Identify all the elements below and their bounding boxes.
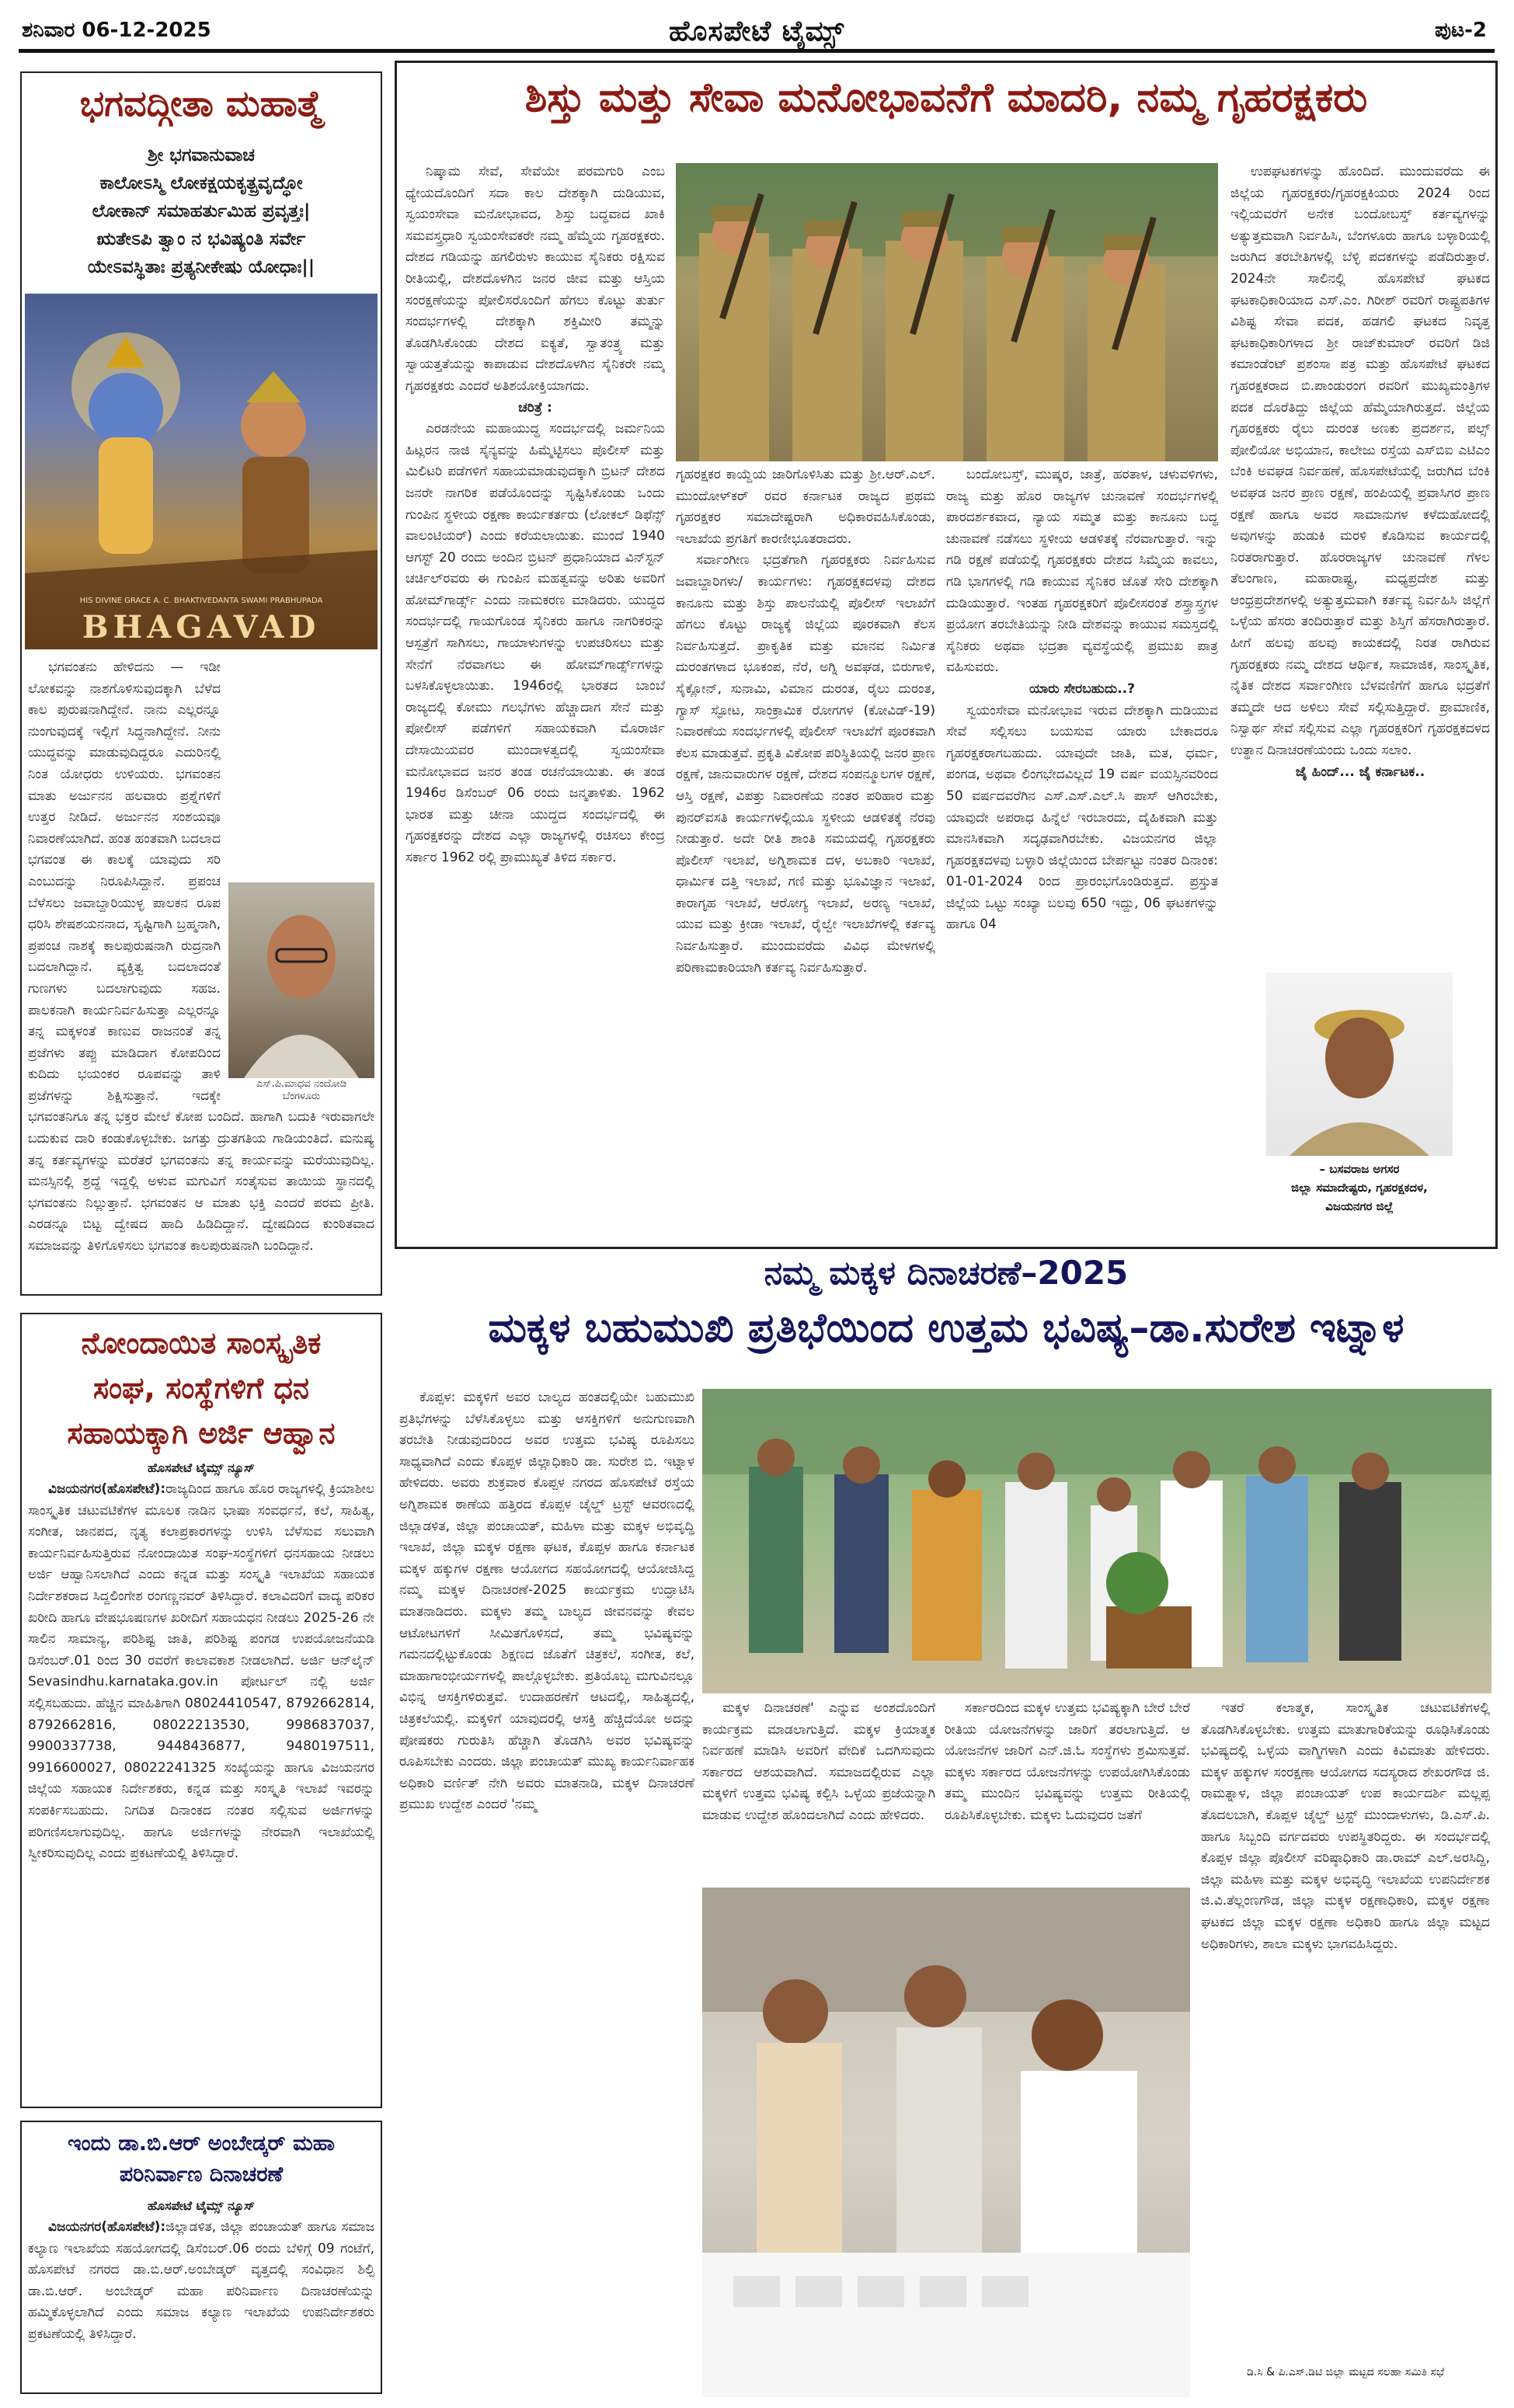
children-col-4: [1201, 1698, 1490, 2360]
guards-photo-caption: ಗೃಹರಕ್ಷಕರ ಕಾಯ್ದೆಯ ಜಾರಿಗೊಳಿಸಿತು ಮತ್ತು ಶ್ರೀ.ಆರ್.ಎಲ್. ಮುಂದೋಳ್‌ಕರ್ ರವರ ಕರ್ನಾಟಕ ರಾಜ್ಯದ ಪ್ರಥಮ ಗೃಹರಕ್ಷಕರ ಸಮಾದೇಷ್ಟರಾಗಿ ಅಧಿಕಾರವಹಿಸಿಕೊಂಡು, ಇಲಾಖೆಯ ಪ್ರಗತಿಗೆ ಕಾರಣೀಭೂತರಾದರು.: [676, 467, 935, 547]
guards-col-3-subhead: ಯಾರು ಸೇರಬಹುದು..?: [1029, 680, 1135, 697]
ambedkar-body: [28, 2217, 374, 2388]
cover-credit: HIS DIVINE GRACE A. C. BHAKTIVEDANTA SWAMI PRABHUPADA: [79, 597, 323, 605]
children-col-1: [399, 1387, 694, 2397]
guards-col-4-sign: ಜೈ ಹಿಂದ್... ಜೈ ಕರ್ನಾಟಕ..: [1295, 764, 1425, 780]
masthead: [19, 11, 1495, 53]
officer-title: ಜಿಲ್ಲಾ ಸಮಾದೇಷ್ಟರು, ಗೃಹರಕ್ಷಕದಳ,: [1291, 1181, 1428, 1195]
children-col-2-text: ಮಕ್ಕಳ ದಿನಾಚರಣೆ' ಎನ್ನುವ ಅಂಶದೊಂದಿಗೆ ಕಾರ್ಯಕ್ರಮ ಮಾಡಲಾಗುತ್ತಿದೆ. ಮಕ್ಕಳ ಕ್ರಿಯಾತ್ಮಕ ನಿರ್ವಹಣೆ ಮಾಡಿಸಿ ಅವರಿಗೆ ವೇದಿಕೆ ಒದಗಿಸುವುದು ಸರ್ಕಾರದ ಆಶಯವಾಗಿದೆ. ಸಮಾಜದಲ್ಲಿರುವ ಎಲ್ಲಾ ಮಕ್ಕಳಿಗೆ ಉತ್ತಮ ಭವಿಷ್ಯ ಕಲ್ಪಿಸಿ ಒಳ್ಳೆಯ ಪ್ರಜೆಯನ್ನಾಗಿ ಮಾಡುವ ಉದ್ದೇಶ ಹೊಂದಲಾಗಿದೆ ಎಂದು ಹೇಳಿದರು.: [702, 1700, 935, 1823]
children-col-3: [945, 1698, 1190, 1877]
meeting-illustration: [702, 1888, 1190, 2397]
guards-col-1-text: ನಿಷ್ಕಾಮ ಸೇವೆ, ಸೇವೆಯೇ ಪರಮಗುರಿ ಎಂಬ ಧ್ಯೇಯದೊಂದಿಗೆ ಸದಾ ಕಾಲ ದೇಶಕ್ಕಾಗಿ ದುಡಿಯುವ, ಸ್ವಯಂಸೇವಾ ಮನೋಭಾವದ, ಶಿಸ್ತು ಬದ್ಧವಾದ ಖಾಕಿ ಸಮವಸ್ತ್ರಧಾರಿ ಸ್ವಯಂಸೇವಕರೇ ನಮ್ಮ ಹೆಮ್ಮೆಯ ಗೃಹರಕ್ಷಕರು. ದೇಶದ ಗಡಿಯನ್ನು ಹಗಲಿರುಳು ಕಾಯುವ ಸೈನಿಕರು ರಕ್ಷಿಸುವ ರೀತಿಯಲ್ಲಿ, ದೇಶದೊಳಗಿನ ಜನರ ಜೀವ ಮತ್ತು ಆಸ್ತಿಯ ಸಂರಕ್ಷಣೆಯನ್ನು ಪೋಲಿಸರೊಂದಿಗೆ ಹೆಗಲು ಕೊಟ್ಟು ತುರ್ತು ಸಂದರ್ಭಗಳಲ್ಲಿ ದೇಶಕ್ಕಾಗಿ ಶಕ್ತಿಮೀರಿ ತಮ್ಮನ್ನು ತೊಡಗಿಸಿಕೊಂಡು ದೇಶದ ಐಕ್ಯತೆ, ಸ್ವಾತಂತ್ರ್ಯ ಮತ್ತು ಸ್ವಾಯತ್ತತೆಯನ್ನು ಕಾಪಾಡುವ ದೇಶದೊಳಗಿನ ಸೈನಿಕರೇ ನಮ್ಮ ಗೃಹರಕ್ಷಕರು ಎಂದರೆ ಅತಿಶಯೋಕ್ತಿಯಾಗದು.: [405, 164, 665, 394]
newspaper-title: ಹೊಸಪೇಟೆ ಟೈಮ್ಸ್: [668, 16, 845, 47]
author-photo-box: [228, 882, 374, 1100]
grants-headline: [23, 1321, 379, 1456]
childrens-day-group-photo: [702, 1389, 1491, 1693]
grants-body: [28, 1479, 374, 2102]
home-guards-parade-photo: [676, 163, 1218, 461]
officer-place: ವಿಜಯನಗರ ಜಿಲ್ಲೆ: [1325, 1199, 1394, 1213]
shloka-line: ಲೋಕಾನ್ ಸಮಾಹರ್ತುಮಿಹ ಪ್ರವೃತ್ತಃ|: [92, 201, 311, 221]
cover-title: BHAGAVAD: [82, 609, 321, 645]
shloka-line: ಋತೇಽಪಿ ತ್ವಾಂ ನ ಭವಿಷ್ಯಂತಿ ಸರ್ವೇ: [96, 229, 306, 249]
guards-col-3-text: ಬಂದೋಬಸ್ತ್, ಮುಷ್ಕರ, ಜಾತ್ರೆ, ಹರತಾಳ, ಚಳುವಳಿಗಳು, ರಾಜ್ಯ ಮತ್ತು ಹೊರ ರಾಜ್ಯಗಳ ಚುನಾವಣೆ ಸಂದರ್ಭಗಳಲ್ಲಿ ಪಾರದರ್ಶಕವಾದ, ನ್ಯಾಯ ಸಮ್ಮತ ಮತ್ತು ಕಾನೂನು ಬದ್ಧ ಚುನಾವಣೆ ನಡೆಸಲು ಸ್ಥಳೀಯ ಆಡಳಿತಕ್ಕೆ ನೆರವಾಗುತ್ತಾರೆ. ಇನ್ನು ಗಡಿ ರಕ್ಷಣೆ ಪಡೆಯಲ್ಲಿ ಗೃಹರಕ್ಷಕರು ದೇಶದ ಸಿಮ್ಮೆಯ ಕಾವಲು, ಗಡಿ ಭಾಗಗಳಲ್ಲಿ ಗಡಿ ಕಾಯುವ ಸೈನಿಕರ ಜೊತೆ ಸೇರಿ ದೇಶಕ್ಕಾಗಿ ದುಡಿಯುತ್ತಾರೆ. ಇಂತಹ ಗೃಹರಕ್ಷಕರಿಗೆ ಪೊಲೀಸರಂತೆ ಶಸ್ತ್ರಾಸ್ತ್ರಗಳ ಪ್ರಯೋಗ ತರಬೇತಿಯನ್ನು ನೀಡಿ ದೇಶವನ್ನು ಕಾಯುವ ಸಮಸ್ತದಲ್ಲಿ ಸೈನಿಕರು ಅಥವಾ ಭದ್ರತಾ ವ್ಯವಸ್ಥೆಯಲ್ಲಿ ಪ್ರಮುಖ ಪಾತ್ರ ವಹಿಸುವರು.: [946, 467, 1218, 676]
bhagavad-gita-cover-image: [25, 294, 378, 649]
children-headline: ಮಕ್ಕಳ ಬಹುಮುಖಿ ಪ್ರತಿಭೆಯಿಂದ ಉತ್ತಮ ಭವಿಷ್ಯ–ಡಾ.ಸುರೇಶ ಇಟ್ನಾಳ: [488, 1305, 1404, 1352]
children-col-2: [702, 1698, 935, 1877]
guards-col-1: [405, 162, 665, 1241]
children-photo-credit: ಡಿ.ಸಿ & ಪಿ.ಎಸ್.ಡಿಟಿ ಜಿಲ್ಲಾ ಮಟ್ಟದ ಸಲಹಾ ಸಮಿತಿ ಸಭೆ: [1246, 2366, 1445, 2378]
guards-col-1-subhead: ಚರಿತ್ರೆ :: [518, 399, 552, 416]
children-col-4-text: ಇತರೆ ಕಲಾತ್ಮಕ, ಸಾಂಸ್ಕೃತಿಕ ಚಟುವಟಿಕೆಗಳಲ್ಲಿ ತೊಡಗಿಸಿಕೊಳ್ಳಬೇಕು. ಉತ್ತಮ ಮಾತುಗಾರಿಕೆಯನ್ನು ರೂಢಿಸಿಕೊಂಡು ಭವಿಷ್ಯದಲ್ಲಿ ಒಳ್ಳೆಯ ವಾಗ್ಮಿಗಳಾಗಿ ಎಂದು ಕಿವಿಮಾತು ಹೇಳಿದರು. ಮಕ್ಕಳ ಹಕ್ಕುಗಳ ಸಂರಕ್ಷಣಾ ಆಯೋಗದ ಸದಸ್ಯರಾದ ಶೇಖರಗೌಡ ಜಿ. ರಾಮತ್ನಾಳ, ಜಿಲ್ಲಾ ಪಂಚಾಯತ್ ಉಪ ಕಾರ್ಯದರ್ಶಿ ಮಲ್ಲಪ್ಪ ತೊದಲಬಾಗಿ, ಕೊಪ್ಪಳ ಚೈಲ್ಡ್ ಟ್ರಸ್ಟ್ ಮುಂದಾಳುಗಳು, ಡಿ.ಎಸ್.ಪಿ. ಹಾಗೂ ಸಿಬ್ಬಂದಿ ವರ್ಗದವರು ಉಪಸ್ಥಿತರಿದ್ದರು. ಈ ಸಂದರ್ಭದಲ್ಲಿ ಕೊಪ್ಪಳ ಜಿಲ್ಲಾ ಪೊಲೀಸ್ ವರಿಷ್ಠಾಧಿಕಾರಿ ಡಾ.ರಾಮ್ ಎಲ್.ಅರಸಿದ್ದಿ, ಜಿಲ್ಲಾ ಮಹಿಳಾ ಮತ್ತು ಮಕ್ಕಳ ಅಭಿವೃದ್ಧಿ ಇಲಾಖೆಯ ಉಪನಿರ್ದೇಶಕ ಜಿ.ವಿ.ತೆಲ್ಲಂಣಗೌಡ, ಜಿಲ್ಲಾ ಮಕ್ಕಳ ರಕ್ಷಣಾಧಿಕಾರಿ, ಮಕ್ಕಳ ರಕ್ಷಣಾ ಘಟಕದ ಜಿಲ್ಲಾ ಮಕ್ಕಳ ರಕ್ಷಣಾ ಅಧಿಕಾರಿ ಹಾಗೂ ಜಿಲ್ಲಾ ಮಟ್ಟದ ಅಧಿಕಾರಿಗಳು, ಶಾಲಾ ಮಕ್ಕಳು ಭಾಗವಹಿಸಿದ್ದರು.: [1201, 1700, 1490, 1952]
page-number: ಪುಟ-2: [1434, 19, 1487, 42]
gita-body-text: ಭಗವಂತನು ಹೇಳಿದನು — ಇಡೀ ಲೋಕವನ್ನು ನಾಶಗೊಳಿಸುವುದಕ್ಕಾಗಿ ಬೆಳೆದ ಕಾಲ ಪುರುಷನಾಗಿದ್ದೇನೆ. ನಾನು ಎಲ್ಲರನ್ನೂ ನುಂಗುವುದಕ್ಕೆ ಇಲ್ಲಿಗೆ ಸಿದ್ದನಾಗಿದ್ದೇನೆ. ನೀನು ಯುದ್ಧವನ್ನು ಮಾಡುವುದಿದ್ದರೂ ಎದುರಿನಲ್ಲಿ ನಿಂತ ಯೋಧರು ಉಳಿಯರು. ಭಗವಂತನ ಮಾತು ಅರ್ಜುನನ ಹಲವಾರು ಪ್ರಶ್ನೆಗಳಿಗೆ ಉತ್ತರ ನೀಡಿದೆ. ಅರ್ಜುನನ ಸಂಶಯವೂ ನಿವಾರಣೆಯಾಗಿದೆ. ಹಂತ ಹಂತವಾಗಿ ಬದಲಾದ ಭಗವಂತ ಈ ಕಾಲಕ್ಕೆ ಯಾವುದು ಸರಿ ಎಂಬುದನ್ನು ನಿರೂಪಿಸಿದ್ದಾನೆ. ಪ್ರಪಂಚ ಬೆಳೆಸಲು ಜವಾಬ್ದಾರಿಯುಳ್ಳ ಪಾಲಕನ ರೂಪ ಧರಿಸಿ ಶೇಷಶಯನನಾದ, ಸೃಷ್ಟಿಗಾಗಿ ಬ್ರಹ್ಮನಾಗಿ, ಪ್ರಪಂಚ ನಾಶಕ್ಕೆ ಕಾಲಪುರುಷನಾಗಿ ರುದ್ರನಾಗಿ ಬದಲಾಗಿದ್ದಾನೆ. ವ್ಯಕ್ತಿತ್ವ ಬದಲಾದಂತೆ ಗುಣಗಳು ಬದಲಾಗುವುದು ಸಹಜ. ಪಾಲಕನಾಗಿ ಕಾರ್ಯನಿರ್ವಹಿಸುತ್ತಾ ಎಲ್ಲರನ್ನೂ ತನ್ನ ಮಕ್ಕಳಂತೆ ಕಾಣುವ ರಾಜನಂತೆ ತನ್ನ ಪ್ರಜೆಗಳು ತಪ್ಪು ಮಾಡಿದಾಗ ಕೋಪದಿಂದ ಕುದಿದು ಭಯಂಕರ ರೂಪವನ್ನು ತಾಳಿ ಪ್ರಜೆಗಳನ್ನು ಶಿಕ್ಷಿಸುತ್ತಾನೆ. ಇದಕ್ಕೇ ಭಗವಂತನಿಗೂ ತನ್ನ ಭಕ್ತರ ಮೇಲೆ ಕೋಪ ಬಂದಿದೆ. ಹಾಗಾಗಿ ಬದುಕಿ ಇರುವಾಗಲೇ ಬದುಕುವ ದಾರಿ ಕಂಡುಕೊಳ್ಳಬೇಕು. ಜಗತ್ತು ದ್ರುತಗತಿಯ ಗಾಡಿಯಂತಿದೆ. ಮನುಷ್ಯ ತನ್ನ ಕರ್ತವ್ಯಗಳನ್ನು ಮರೆತರೆ ಭಗವಂತನು ತನ್ನ ಕಾರ್ಯವನ್ನು ಮರೆಯುವುದಿಲ್ಲ. ಮನಸ್ಸಿನಲ್ಲಿ ಶ್ರದ್ಧೆ ಇದ್ದಲ್ಲಿ ಅಳುವ ಮಗುವಿಗೆ ಸಂತೈಸುವ ತಾಯಿಯ ಸ್ಥಾನದಲ್ಲಿ ಭಗವಂತನು ನಿಲ್ಲುತ್ತಾನೆ. ಭಗವಂತನ ಆ ಮಾತು ಭಕ್ತಿ ಎಂದರೆ ಪರಮ ಪ್ರೀತಿ. ಎರಡನ್ನೂ ಬಿಟ್ಟ ದ್ವೇಷದ ಹಾದಿ ಹಿಡಿದಿದ್ದಾನೆ. ದ್ವೇಷದಿಂದ ಕುಂಠಿತವಾದ ಸಮಾಜವನ್ನು ತಿಳಿಗೊಳಿಸಲು ಭಗವಂತ ಕಾಲಪುರುಷನಾಗಿ ಬಂದಿದ್ದಾನೆ.: [28, 659, 374, 1254]
guards-col-4: [1230, 162, 1490, 962]
grants-body-text: ರಾಜ್ಯದಿಂದ ಹಾಗೂ ಹೊರ ರಾಜ್ಯಗಳಲ್ಲಿ ಕ್ರಿಯಾಶೀಲ ಸಾಂಸ್ಕೃತಿಕ ಚಟುವಟಿಕೆಗಳ ಮೂಲಕ ನಾಡಿನ ಭಾಷಾ ಸಂವರ್ಧನೆ, ಕಲೆ, ಸಾಹಿತ್ಯ, ಸಂಗೀತ, ಜಾನಪದ, ನೃತ್ಯ ಕಲಾಪ್ರಕಾರಗಳನ್ನು ಉಳಿಸಿ ಬೆಳೆಸುವ ಸಲುವಾಗಿ ಕಾರ್ಯನಿರ್ವಹಿಸುತ್ತಿರುವ ನೋಂದಾಯಿತ ಸಂಘ-ಸಂಸ್ಥೆಗಳಿಗೆ ಧನಸಹಾಯ ನೀಡಲು ಅರ್ಜಿ ಆಹ್ವಾನಿಸಲಾಗಿದೆ ಎಂದು ಕನ್ನಡ ಮತ್ತು ಸಂಸ್ಕೃತಿ ಇಲಾಖೆಯ ಸಹಾಯಕ ನಿರ್ದೇಶಕರಾದ ಸಿದ್ದಲಿಂಗೇಶ ರಂಗಣ್ಣನವರ್ ತಿಳಿಸಿದ್ದಾರೆ. ಕಲಾವಿದರಿಗೆ ವಾದ್ಯ ಪರಿಕರ ಖರೀದಿ ಹಾಗೂ ವೇಷಭೂಷಣಗಳ ಖರೀದಿಗೆ ಸಹಾಯಧನ ನೀಡಲು 2025-26 ನೇ ಸಾಲಿನ ಸಾಮಾನ್ಯ, ಪರಿಶಿಷ್ಟ ಜಾತಿ, ಪರಿಶಿಷ್ಟ ಪಂಗಡ ಉಪಯೋಜನೆಯಡಿ ಡಿಸೆಂಬರ್.01 ರಿಂದ 30 ರವರೆಗೆ ಕಾಲಾವಕಾಶ ನೀಡಲಾಗಿದೆ. ಅರ್ಜಿ ಆನ್‌ಲೈನ್ Sevasindhu.karnataka.gov.in ಪೋರ್ಟಲ್ ನಲ್ಲಿ ಅರ್ಜಿ ಸಲ್ಲಿಸಬಹುದು. ಹೆಚ್ಚಿನ ಮಾಹಿತಿಗಾಗಿ 08024410547, 8792662814, 8792662816, 08022213530, 9986837037, 9900337738, 9448436877, 9480197511, 9916600027, 08022241325 ಸಂಖ್ಯೆಯನ್ನು ಹಾಗೂ ವಿಜಯನಗರ ಜಿಲ್ಲೆಯ ಸಹಾಯಕ ನಿರ್ದೇಶಕರು, ಕನ್ನಡ ಮತ್ತು ಸಂಸ್ಕೃತಿ ಇಲಾಖೆ ಇವರನ್ನು ಸಂಪರ್ಕಿಸಬಹುದು. ನಿಗದಿತ ದಿನಾಂಕದ ನಂತರ ಸಲ್ಲಿಸುವ ಅರ್ಜಿಗಳನ್ನು ಪರಿಗಣಿಸಲಾಗುವುದಿಲ್ಲ. ಹಾಗೂ ಅರ್ಜಿಗಳನ್ನು ನೇರವಾಗಿ ಇಲಾಖೆಯಲ್ಲಿ ಸ್ವೀಕರಿಸುವುದಿಲ್ಲ ಎಂದು ಪ್ರಕಟಣೆಯಲ್ಲಿ ತಿಳಿಸಿದ್ದಾರೆ.: [28, 1481, 374, 1862]
ambedkar-dateline: ವಿಜಯನಗರ(ಹೊಸಪೇಟೆ):: [48, 2219, 166, 2235]
author-photo: [228, 882, 374, 1078]
guards-col-2: [676, 465, 935, 1241]
shloka-line: ಕಾಲೋಽಸ್ಮಿ ಲೋಕಕ್ಷಯಕೃತ್ಪ್ರವೃದ್ಧೋ: [99, 173, 303, 193]
gita-shloka: [23, 141, 379, 281]
guards-headline: ಶಿಸ್ತು ಮತ್ತು ಸೇವಾ ಮನೋಭಾವನೆಗೆ ಮಾದರಿ, ನಮ್ಮ ಗೃಹರಕ್ಷಕರು: [524, 75, 1368, 121]
children-col-3-text: ಸರ್ಕಾರದಿಂದ ಮಕ್ಕಳ ಉತ್ತಮ ಭವಿಷ್ಯಕ್ಕಾಗಿ ಬೇರೆ ಬೇರೆ ರೀತಿಯ ಯೋಜನೆಗಳನ್ನು ಜಾರಿಗೆ ತರಲಾಗುತ್ತಿದೆ. ಆ ಯೋಜನೆಗಳ ಜಾರಿಗೆ ಎನ್.ಜಿ.ಓ ಸಂಸ್ಥೆಗಳು ಶ್ರಮಿಸುತ್ತವೆ. ಮಕ್ಕಳು ಸರ್ಕಾರದ ಯೋಜನೆಗಳನ್ನು ಉಪಯೋಗಿಸಿಕೊಂಡು ತಮ್ಮ ಮುಂದಿನ ಭವಿಷ್ಯವನ್ನು ಉತ್ತಮ ರೀತಿಯಲ್ಲಿ ರೂಪಿಸಿಕೊಳ್ಳಬೇಕು. ಮಕ್ಕಳು ಓದುವುದರ ಜತೆಗೆ: [945, 1700, 1190, 1823]
guards-col-3: [946, 465, 1218, 1241]
shloka-line: ಯೇಽವಸ್ಥಿತಾಃ ಪ್ರತ್ಯನೀಕೇಷು ಯೋಧಾಃ||: [87, 257, 315, 277]
grants-byline: ಹೊಸಪೇಟೆ ಟೈಮ್ಸ್ ನ್ಯೂಸ್: [148, 1460, 255, 1475]
author-name: ಎಸ್.ಪಿ.ಮಾಧವ ನಂದೋಡಿ: [256, 1078, 347, 1090]
guards-col-1b-text: ಎರಡನೇಯ ಮಹಾಯುದ್ಧ ಸಂದರ್ಭದಲ್ಲಿ ಜರ್ಮನಿಯ ಹಿಟ್ಲರನ ನಾಜಿ ಸೈನ್ಯವನ್ನು ಹಿಮ್ಮೆಟ್ಟಿಸಲು ಪೊಲೀಸ್ ಮತ್ತು ಮಿಲಿಟರಿ ಪಡೆಗಳಿಗೆ ಸಹಾಯಮಾಡುವುದಕ್ಕಾಗಿ ಬ್ರಿಟನ್ ದೇಶದ ಜನರೇ ನಾಗರಿಕ ಪಡೆಯೊಂದನ್ನು ಸೃಷ್ಟಿಸಿಕೊಂಡು ಒಂದು ಗುಂಪಿನ ಸ್ಥಳೀಯ ರಕ್ಷಣಾ ಕಾರ್ಯಕರ್ತರು (ಲೋಕಲ್ ಡಿಫೆನ್ಸ್ ವಾಲಂಟಿಯರ್) ಎಂದು ಕರೆಯಲಾಯಿತು. ಮುಂದೆ 1940 ಆಗಸ್ಟ್ 20 ರಂದು ಅಂದಿನ ಬ್ರಿಟನ್ ಪ್ರಧಾನಿಯಾದ ವಿನ್‌ಸ್ಟನ್ ಚರ್ಚಿಲ್‌ರವರು ಈ ಗುಂಪಿನ ಮಹತ್ವವನ್ನು ಅರಿತು ಅವರಿಗೆ ಹೋಮ್‌ಗಾರ್ಡ್ಸ್ ಎಂದು ನಾಮಕರಣ ಮಾಡಿದರು. ಯುದ್ಧದ ಸಂದರ್ಭದಲ್ಲಿ ಗಾಯಗೊಂಡ ಸೈನಿಕರು ಹಾಗೂ ನಾಗರಿಕರನ್ನು ಆಸ್ಪತ್ರೆಗೆ ಸಾಗಿಸಲು, ಗಾಯಾಳುಗಳನ್ನು ಉಪಚರಿಸಲು ಮತ್ತು ಸೇನೆಗೆ ನೆರವಾಗಲು ಈ ಹೋಮ್‌ಗಾರ್ಡ್ಸ್‌ಗಳನ್ನು ಬಳಸಿಕೊಳ್ಳಲಾಯಿತು. 1946ರಲ್ಲಿ ಭಾರತದ ಬಾಂಬೆ ರಾಜ್ಯದಲ್ಲಿ ಕೋಮು ಗಲಭೆಗಳು ಹೆಚ್ಚಾದಾಗ ಸೇನೆ ಮತ್ತು ಪೋಲೀಸ್ ಪಡೆಗಳಿಗೆ ಸಹಾಯಕವಾಗಿ ಮೊರಾರ್ಜಿ ದೇಸಾಯಿಯವರ ಮುಂದಾಳತ್ವದಲ್ಲಿ ಸ್ವಯಂಸೇವಾ ಮನೋಭಾವದ ಜನರ ತಂಡ ರಚನೆಯಾಯಿತು. ಈ ತಂಡ 1946ರ ಡಿಸೆಂಬರ್ 06 ರಂದು ಜನ್ಮತಾಳಿತು. 1962 ಭಾರತ ಮತ್ತು ಚೀನಾ ಯುದ್ಧದ ಸಂದರ್ಭದಲ್ಲಿ ಈ ಗೃಹರಕ್ಷಕರನ್ನು ದೇಶದ ಎಲ್ಲಾ ರಾಜ್ಯಗಳಲ್ಲಿ ರಚಿಸಲು ಕೇಂದ್ರ ಸರ್ಕಾರ 1962 ರಲ್ಲಿ ಪ್ರಾಮುಖ್ಯತೆ ತಿಳಿದ ಸರ್ಕಾರ.: [405, 421, 665, 865]
dc-meeting-photo: [702, 1888, 1190, 2397]
gita-heading: ಭಗವದ್ಗೀತಾ ಮಹಾತ್ಮೆ: [79, 82, 323, 124]
officer-portrait: [1266, 973, 1453, 1156]
guards-col-2-text: ಸರ್ವಾಂಗೀಣ ಭದ್ರತೆಗಾಗಿ ಗೃಹರಕ್ಷಕರು ನಿರ್ವಹಿಸುವ ಜವಾಬ್ದಾರಿಗಳು/ ಕಾರ್ಯಗಳು: ಗೃಹರಕ್ಷಕದಳವು ದೇಶದ ಕಾನೂನು ಮತ್ತು ಶಿಸ್ತು ಪಾಲನೆಯಲ್ಲಿ ಪೊಲೀಸ್ ಇಲಾಖೆಗೆ ಹೆಗಲು ಕೊಟ್ಟು ರಾಜ್ಯಕ್ಕೆ ಜಿಲ್ಲೆಯ ಪೂರಕವಾಗಿ ಕೆಲಸ ನಿರ್ವಹಿಸುತ್ತದೆ. ಪ್ರಾಕೃತಿಕ ಮತ್ತು ಮಾನವ ನಿರ್ಮಿತ ದುರಂತಗಳಾದ ಭೂಕಂಪ, ನೆರೆ, ಅಗ್ನಿ ಅವಘಡ, ಬಿರುಗಾಳಿ, ಸೈಕ್ಲೋನ್, ಸುನಾಮಿ, ವಿಮಾನ ದುರಂತ, ರೈಲು ದುರಂತ, ಗ್ಯಾಸ್ ಸ್ಫೋಟ, ಸಾಂಕ್ರಾಮಿಕ ರೋಗಗಳ (ಕೋವಿಡ್-19) ನಿವಾರಣೆಯ ಸಂದರ್ಭಗಳಲ್ಲಿ ಪೊಲೀಸ್ ಇಲಾಖೆಗೆ ಪೂರಕವಾಗಿ ಕೆಲಸ ಮಾಡುತ್ತವೆ. ಪ್ರಕೃತಿ ವಿಕೋಪ ಪರಿಸ್ಥಿತಿಯಲ್ಲಿ ಜನರ ಪ್ರಾಣ ರಕ್ಷಣೆ, ಜಾನುವಾರುಗಳ ರಕ್ಷಣೆ, ದೇಶದ ಸಂಪನ್ಮೂಲಗಳ ರಕ್ಷಣೆ, ಆಸ್ತಿ ರಕ್ಷಣೆ, ವಿಪತ್ತು ನಿವಾರಣೆಯ ನಂತರ ಪರಿಹಾರ ಮತ್ತು ಪುನರ್‌ವಸತಿ ಕಾರ್ಯಗಳಲ್ಲಿಯೂ ಸ್ಥಳೀಯ ಆಡಳಿತಕ್ಕೆ ನೆರವು ನೀಡುತ್ತಾರೆ. ಅದೇ ರೀತಿ ಶಾಂತಿ ಸಮಯದಲ್ಲಿ ಗೃಹರಕ್ಷಕರು ಪೊಲೀಸ್ ಇಲಾಖೆ, ಅಗ್ನಿಶಾಮಕ ದಳ, ಅಬಕಾರಿ ಇಲಾಖೆ, ಧಾರ್ಮಿಕ ದತ್ತಿ ಇಲಾಖೆ, ಗಣಿ ಮತ್ತು ಭೂವಿಜ್ಞಾನ ಇಲಾಖೆ, ಕಾರಾಗೃಹ ಇಲಾಖೆ, ಆರೋಗ್ಯ ಇಲಾಖೆ, ಅರಣ್ಯ ಇಲಾಖೆ, ಯುವ ಮತ್ತು ಕ್ರೀಡಾ ಇಲಾಖೆ, ರೈಲ್ವೇ ಇಲಾಖೆಗಳಲ್ಲಿ ಕರ್ತವ್ಯ ನಿರ್ವಹಿಸುತ್ತಾರೆ. ಮುಂದುವರೆದು ವಿವಿಧ ಮೇಳಗಳಲ್ಲಿ ಪರಿಣಾಮಕಾರಿಯಾಗಿ ಕರ್ತವ್ಯ ನಿರ್ವಹಿಸುತ್ತಾರೆ.: [676, 552, 935, 976]
ambedkar-headline-line: ಪರಿನಿರ್ವಾಣ ದಿನಾಚರಣೆ: [119, 2163, 284, 2187]
shloka-line: ಶ್ರೀ ಭಗವಾನುವಾಚ: [148, 145, 255, 165]
children-kicker: ನಮ್ಮ ಮಕ್ಕಳ ದಿನಾಚರಣೆ–2025: [764, 1254, 1129, 1292]
officer-photo: [1266, 973, 1453, 1156]
gita-body: [28, 657, 374, 1288]
guards-col-3b-text: ಸ್ವಯಂಸೇವಾ ಮನೋಭಾವ ಇರುವ ದೇಶಕ್ಕಾಗಿ ದುಡಿಯುವ ಸೇವೆ ಸಲ್ಲಿಸಲು ಬಯಸುವ ಯಾರು ಬೇಕಾದರೂ ಗೃಹರಕ್ಷಕರಾಗಬಹುದು. ಯಾವುದೇ ಜಾತಿ, ಮತ, ಧರ್ಮ, ಪಂಗಡ, ಅಥವಾ ಲಿಂಗಭೇದವಿಲ್ಲದೆ 19 ವರ್ಷ ವಯಸ್ಸಿನವರಿಂದ 50 ವರ್ಷದವರೆಗಿನ ಎಸ್.ಎಸ್.ಎಲ್.ಸಿ ಪಾಸ್ ಆಗಿರಬೇಕು, ಯಾವುದೇ ಅಪರಾಧ ಹಿನ್ನೆಲೆ ಇರಬಾರದು, ದೈಹಿಕವಾಗಿ ಮತ್ತು ಮಾನಸಿಕವಾಗಿ ಸದೃಢವಾಗಿರಬೇಕು. ವಿಜಯನಗರ ಜಿಲ್ಲಾ ಗೃಹರಕ್ಷಕದಳವು ಬಳ್ಳಾರಿ ಜಿಲ್ಲೆಯಿಂದ ಬೇರ್ಪಟ್ಟು ನಂತರ ದಿನಾಂಕ: 01-01-2024 ರಿಂದ ಪ್ರಾರಂಭಗೊಂಡಿರುತ್ತದೆ. ಪ್ರಸ್ತುತ ಜಿಲ್ಲೆಯ ಒಟ್ಟು ಸಂಖ್ಯಾ ಬಲವು 650 ಇದ್ದು, 06 ಘಟಕಗಳನ್ನು ಹಾಗೂ 04: [946, 702, 1218, 933]
ambedkar-body-text: ಜಿಲ್ಲಾಡಳಿತ, ಜಿಲ್ಲಾ ಪಂಚಾಯತ್ ಹಾಗೂ ಸಮಾಜ ಕಲ್ಯಾಣ ಇಲಾಖೆಯ ಸಹಯೋಗದಲ್ಲಿ ಡಿಸೆಂಬರ್.06 ರಂದು ಬೆಳಿಗ್ಗೆ 09 ಗಂಟೆಗೆ, ಹೊಸಪೇಟೆ ನಗರದ ಡಾ.ಬಿ.ಆರ್.ಅಂಬೇಡ್ಕರ್ ವೃತ್ತದಲ್ಲಿ ಸಂವಿಧಾನ ಶಿಲ್ಪಿ ಡಾ.ಬಿ.ಆರ್. ಅಂಬೇಡ್ಕರ್ ಮಹಾ ಪರಿನಿರ್ವಾಣ ದಿನಾಚರಣೆಯನ್ನು ಹಮ್ಮಿಕೊಳ್ಳಲಾಗಿದೆ ಎಂದು ಸಮಾಜ ಕಲ್ಯಾಣ ಇಲಾಖೆಯ ಉಪನಿರ್ದೇಶಕರು ಪ್ರಕಟಣೆಯಲ್ಲಿ ತಿಳಿಸಿದ್ದಾರೆ.: [28, 2219, 374, 2342]
children-col-1-text: ಕೊಪ್ಪಳ: ಮಕ್ಕಳಿಗೆ ಅವರ ಬಾಲ್ಯದ ಹಂತದಲ್ಲಿಯೇ ಬಹುಮುಖಿ ಪ್ರತಿಭೆಗಳನ್ನು ಬೆಳೆಸಿಕೊಳ್ಳಲು ಮತ್ತು ಆಸಕ್ತಿಗಳಿಗೆ ಅನುಗುಣವಾಗಿ ತರಬೇತಿ ನೀಡುವುದರಿಂದ ಅವರ ಉತ್ತಮ ಭವಿಷ್ಯ ರೂಪಿಸಲು ಸಾಧ್ಯವಾಗಿದೆ ಎಂದು ಕೊಪ್ಪಳ ಜಿಲ್ಲಾಧಿಕಾರಿ ಡಾ. ಸುರೇಶ ಬಿ. ಇಟ್ನಾಳ ಹೇಳಿದರು. ಅವರು ಶುಕ್ರವಾರ ಕೊಪ್ಪಳ ನಗರದ ಹೊಸಪೇಟೆ ರಸ್ತೆಯ ಅಗ್ನಿಶಾಮಕ ಠಾಣೆಯ ಹತ್ತಿರದ ಕೊಪ್ಪಳ ಚೈಲ್ಡ್ ಟ್ರಸ್ಟ್ ಆವರಣದಲ್ಲಿ ಜಿಲ್ಲಾಡಳಿತ, ಜಿಲ್ಲಾ ಪಂಚಾಯತ್, ಮಹಿಳಾ ಮತ್ತು ಮಕ್ಕಳ ಅಭಿವೃದ್ಧಿ ಇಲಾಖೆ, ಜಿಲ್ಲಾ ಮಕ್ಕಳ ರಕ್ಷಣಾ ಘಟಕ, ಕೊಪ್ಪಳ ಹಾಗೂ ಕರ್ನಾಟಕ ಮಕ್ಕಳ ಹಕ್ಕುಗಳ ರಕ್ಷಣಾ ಆಯೋಗದ ಸಹಯೋಗದಲ್ಲಿ ಆಯೋಜಿಸಿದ್ದ ನಮ್ಮ ಮಕ್ಕಳ ದಿನಾಚರಣೆ-2025 ಕಾರ್ಯಕ್ರಮ ಉದ್ಘಾಟಿಸಿ ಮಾತನಾಡಿದರು. ಮಕ್ಕಳು ತಮ್ಮ ಬಾಲ್ಯದ ಜೀವನವನ್ನು ಕೇವಲ ಆಟೋಟಗಳಿಗೆ ಸೀಮಿತಗೊಳಿಸದೆ, ತಮ್ಮ ಭವಿಷ್ಯವನ್ನು ಗಮನದಲ್ಲಿಟ್ಟುಕೊಂಡು ಶಿಕ್ಷಣದ ಜೊತೆಗೆ ಚಿತ್ರಕಲೆ, ಸಂಗೀತ, ಕಲೆ, ಮಾಹಾಗಾಂಭೀರ್ಯಗಳಲ್ಲಿ ಪಾಲ್ಗೊಳ್ಳಬೇಕು. ಪ್ರತಿಯೊಬ್ಬ ಮಗುವಿನಲ್ಲೂ ವಿಭಿನ್ನ ಆಸಕ್ತಿಗಳಿರುತ್ತವೆ. ಉದಾಹರಣೆಗೆ ಆಟದಲ್ಲಿ, ಸಾಹಿತ್ಯದಲ್ಲಿ, ಚಿತ್ರಕಲೆಯಲ್ಲಿ. ಮಕ್ಕಳಿಗೆ ಯಾವುದರಲ್ಲಿ ಆಸಕ್ತಿ ಹೆಚ್ಚಿದೆಯೋ ಅದನ್ನು ಪೋಷಕರು ಗುರುತಿಸಿ ಹೆಚ್ಚಾಗಿ ತೊಡಗಿಸಿ ಅವರ ಭವಿಷ್ಯವನ್ನು ರೂಪಿಸಬೇಕು ಎಂದರು. ಜಿಲ್ಲಾ ಪಂಚಾಯತ್ ಮುಖ್ಯ ಕಾರ್ಯನಿರ್ವಾಹಕ ಅಧಿಕಾರಿ ವರ್ಣಿತ್ ನೇಗಿ ಅವರು ಮಾತನಾಡಿ, ಮಕ್ಕಳ ದಿನಾಚರಣೆ ಪ್ರಮುಖ ಉದ್ದೇಶ ಎಂದರೆ 'ನಮ್ಮ: [399, 1390, 694, 1813]
grants-headline-line: ಸಹಾಯಕ್ಕಾಗಿ ಅರ್ಜಿ ಆಹ್ವಾನ: [67, 1416, 336, 1450]
ambedkar-headline: [23, 2128, 379, 2191]
grants-headline-line: ಸಂಘ, ಸಂಸ್ಥೆಗಳಿಗೆ ಧನ: [92, 1371, 309, 1405]
grants-dateline: ವಿಜಯನಗರ(ಹೊಸಪೇಟೆ):: [48, 1481, 166, 1497]
author-portrait: [228, 882, 374, 1078]
guards-col-4-text: ಉಪಘಟಕಗಳನ್ನು ಹೊಂದಿದೆ. ಮುಂದುವರೆದು ಈ ಜಿಲ್ಲೆಯ ಗೃಹರಕ್ಷಕರು/ಗೃಹರಕ್ಷಕಿಯರು 2024 ರಿಂದ ಇಲ್ಲಿಯವರೆಗೆ ಅನೇಕ ಬಂದೋಬಸ್ತ್ ಕರ್ತವ್ಯಗಳನ್ನು ಅತ್ಯುತ್ತಮವಾಗಿ ನಿರ್ವಹಿಸಿ, ಬೆಂಗಳೂರು ಹಾಗೂ ಬಳ್ಳಾರಿಯಲ್ಲಿ ಜರುಗಿದ ತರಬೇತಿಗಳಲ್ಲಿ ಬೆಳ್ಳಿ ಪದಕಗಳನ್ನು ಪಡೆದಿರುತ್ತಾರೆ. 2024ನೇ ಸಾಲಿನಲ್ಲಿ ಹೊಸಪೇಟೆ ಘಟಕದ ಘಟಕಾಧಿಕಾರಿಯಾದ ಎಸ್.ಎಂ. ಗಿರೀಶ್ ರವರಿಗೆ ರಾಷ್ಟ್ರಪತಿಗಳ ವಿಶಿಷ್ಟ ಸೇವಾ ಪದಕ, ಹಡಗಲಿ ಘಟಕದ ನಿವೃತ್ತ ಘಟಕಾಧಿಕಾರಿಗಳಾದ ಶ್ರೀ ರಾಜ್‌ಕುಮಾರ್ ರವರಿಗೆ ಡಿಜಿ ಕಮಾಂಡೆಂಟ್ ಪ್ರಶಂಸಾ ಪತ್ರ ಮತ್ತು ಹೊಸಪೇಟೆ ಘಟಕದ ಗೃಹರಕ್ಷಕರಾದ ಬಿ.ಪಾಂಡುರಂಗ ರವರಿಗೆ ಮುಖ್ಯಮಂತ್ರಿಗಳ ಪದಕ ದೊರೆತಿದ್ದು ಜಿಲ್ಲೆಯ ಹೆಮ್ಮೆಯಾಗಿರುತ್ತದೆ. ಜಿಲ್ಲೆಯ ಗೃಹರಕ್ಷಕರು ರೈಲು ದುರಂತ ಅಣಕು ಪ್ರದರ್ಶನ, ಪಲ್ಸ್ ಪೋಲಿಯೋ ಅಭಿಯಾನ, ಕಾಲೇಜು ರಸ್ತೆಯ ಎಸ್‌ಬಿಐ ಎಟಿಎಂ ಬೆಂಕಿ ಅವಘಡ ನಿರ್ವಹಣೆ, ಹೊಸಪೇಟೆಯಲ್ಲಿ ಜರುಗಿದ ಬೆಂಕಿ ಅವಘಡ ಜನರ ಪ್ರಾಣ ರಕ್ಷಣೆ, ಹಂಪಿಯಲ್ಲಿ ಪ್ರವಾಸಿಗರ ಪ್ರಾಣ ರಕ್ಷಣೆ ಹಾಗೂ ಅವರ ಸಾಮಾನುಗಳ ಕಳೆದುಹೋದಲ್ಲಿ ಅವುಗಳನ್ನು ಹುಡುಕಿ ಮರಳಿ ಕೊಡಿಸುವ ಕಾರ್ಯದಲ್ಲಿ ನಿರತರಾಗುತ್ತಾರೆ. ಹೊರರಾಜ್ಯಗಳ ಚುನಾವಣೆ ಗೆಳಲ ತೆಲಂಗಾಣ, ಮಹಾರಾಷ್ಟ್ರ, ಮಧ್ಯಪ್ರದೇಶ ಮತ್ತು ಆಂಧ್ರಪ್ರದೇಶಗಳಲ್ಲಿ ಅತ್ಯುತ್ತಮವಾಗಿ ಕರ್ತವ್ಯ ನಿರ್ವಹಿಸಿ ಜಿಲ್ಲೆಗೆ ಒಳ್ಳೆಯ ಹೆಸರು ತಂದಿರುತ್ತಾರೆ ಮತ್ತು ಶಿಸ್ತಿಗೆ ಹೆಸರಾಗಿರುತ್ತಾರೆ. ಹೀಗೆ ಹಲವು ಹಲವು ಕಾಯಕದಲ್ಲಿ ನಿರತ ರಾಗಿರುವ ಗೃಹರಕ್ಷಕರು ನಮ್ಮ ದೇಶದ ಆರ್ಥಿಕ, ಸಾಮಾಜಿಕ, ಸಾಂಸ್ಕೃತಿಕ, ನೈತಿಕ ದೇಶದ ಸರ್ವಾಂಗೀಣ ಬೆಳವಣಿಗೆಗೆ ಹಾಗೂ ಭದ್ರತೆಗೆ ತಮ್ಮದೇ ಆದ ಅಳಿಲು ಸೇವೆ ಸಲ್ಲಿಸುತ್ತಿದ್ದಾರೆ. ಪ್ರಾಮಾಣಿಕ, ನಿಸ್ವಾರ್ಥ ಸೇವೆ ಸಲ್ಲಿಸುವ ಎಲ್ಲಾ ಗೃಹರಕ್ಷಕರಿಗೆ ಗೃಹರಕ್ಷಕದಳದ ಉತ್ಥಾನ ದಿನಾಚರಣೆಯಂದು ಒಂದು ಸಲಾಂ.: [1230, 164, 1490, 759]
group-photo-illustration: [702, 1389, 1491, 1693]
author-place: ಬೆಂಗಳೂರು: [282, 1091, 321, 1102]
ambedkar-byline: ಹೊಸಪೇಟೆ ಟೈಮ್ಸ್ ನ್ಯೂಸ್: [148, 2198, 255, 2213]
issue-date: ಶನಿವಾರ 06-12-2025: [22, 19, 211, 42]
ambedkar-headline-line: ಇಂದು ಡಾ.ಬಿ.ಆರ್ ಅಂಬೇಡ್ಕರ್ ಮಹಾ: [68, 2131, 335, 2156]
parade-illustration: [676, 163, 1218, 461]
grants-headline-line: ನೋಂದಾಯಿತ ಸಾಂಸ್ಕೃತಿಕ: [81, 1326, 322, 1360]
officer-name: – ಬಸವರಾಜ ಅಗಸರ: [1319, 1162, 1400, 1176]
